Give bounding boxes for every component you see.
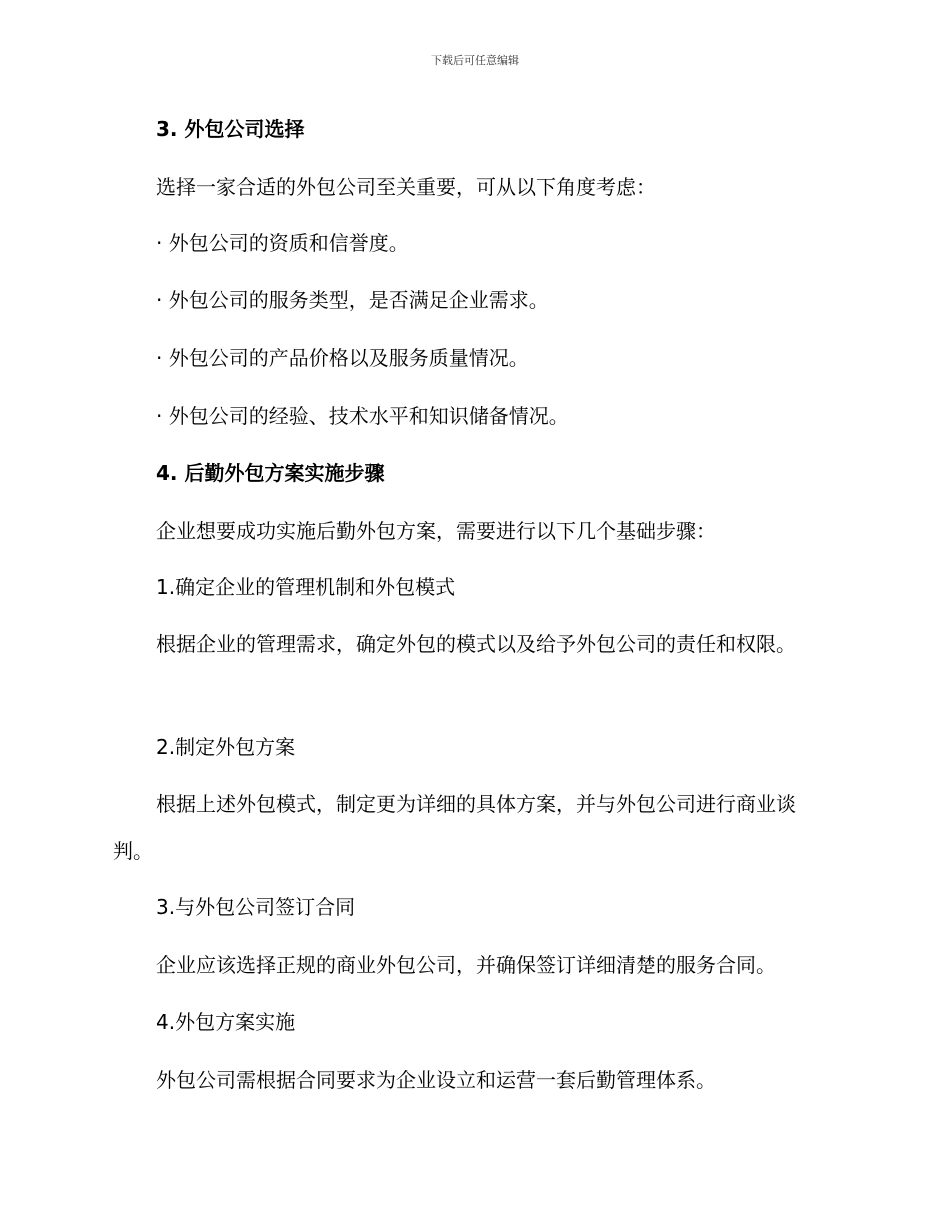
bullet-item: · 外包公司的资质和信誉度。 xyxy=(156,231,409,255)
step-title: 1.确定企业的管理机制和外包模式 xyxy=(156,575,456,599)
section-3-intro: 选择一家合适的外包公司至关重要，可从以下角度考虑： xyxy=(156,175,656,199)
section-4-intro: 企业想要成功实施后勤外包方案，需要进行以下几个基础步骤： xyxy=(156,519,716,543)
section-3-heading: 3. 外包公司选择 xyxy=(156,117,305,141)
step-body: 企业应该选择正规的商业外包公司，并确保签订详细清楚的服务合同。 xyxy=(156,953,776,977)
step-title: 2.制定外包方案 xyxy=(156,735,296,759)
step-body: 根据企业的管理需求，确定外包的模式以及给予外包公司的责任和权限。 xyxy=(156,632,796,656)
step-title: 3.与外包公司签订合同 xyxy=(156,895,356,919)
step-body: 根据上述外包模式，制定更为详细的具体方案，并与外包公司进行商业谈判。 xyxy=(113,792,796,863)
page-header: 下载后可任意编辑 xyxy=(431,54,519,67)
bullet-item: · 外包公司的服务类型，是否满足企业需求。 xyxy=(156,288,549,312)
section-4-heading: 4. 后勤外包方案实施步骤 xyxy=(156,461,385,485)
bullet-item: · 外包公司的经验、技术水平和知识储备情况。 xyxy=(156,404,569,428)
bullet-item: · 外包公司的产品价格以及服务质量情况。 xyxy=(156,346,529,370)
step-title: 4.外包方案实施 xyxy=(156,1010,296,1034)
step-body: 外包公司需根据合同要求为企业设立和运营一套后勤管理体系。 xyxy=(156,1068,716,1092)
